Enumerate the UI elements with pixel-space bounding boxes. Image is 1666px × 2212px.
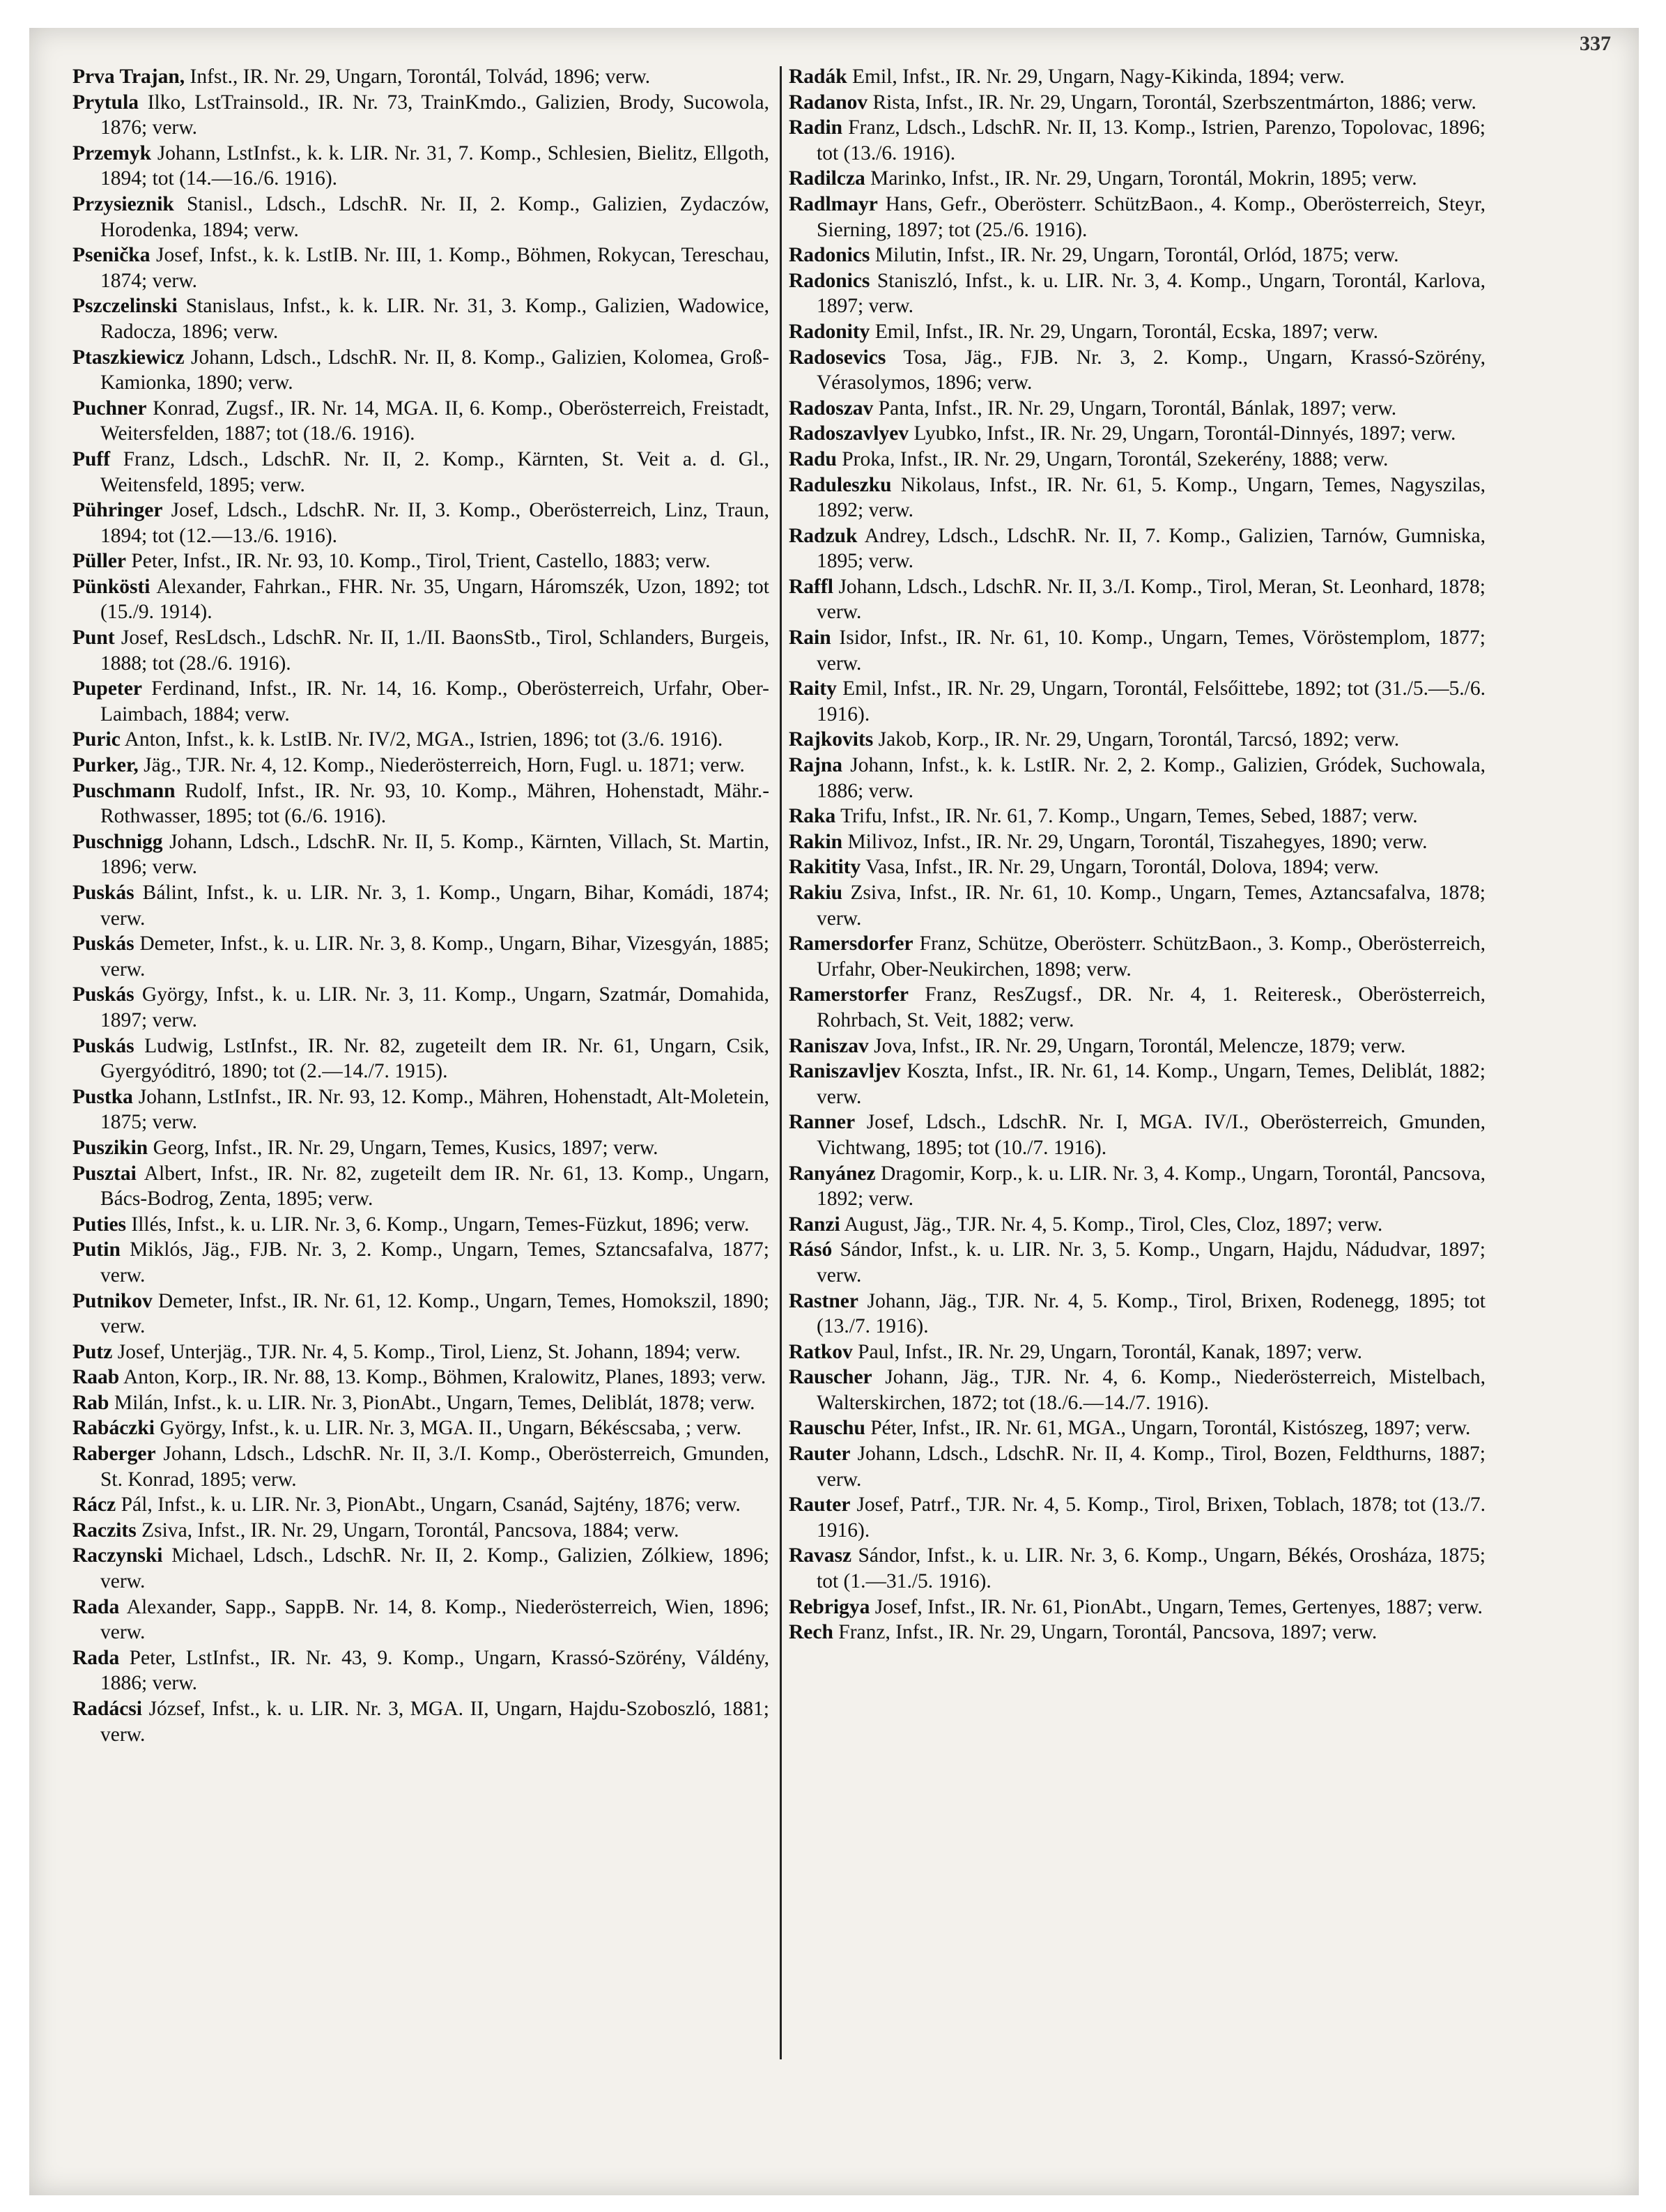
entry-details: Georg, Infst., IR. Nr. 29, Ungarn, Temes, Kusics, 1897; verw. (153, 1136, 658, 1159)
entry-surname: Radoszavlyev (789, 422, 909, 445)
register-entry (789, 64, 1486, 90)
entry-surname: Radosevics (789, 346, 886, 369)
register-entry (72, 1441, 769, 1492)
register-entry (789, 1237, 1486, 1288)
entry-details: Johann, Ldsch., LdschR. Nr. II, 4. Komp., Tirol, Bozen, Feldthurns, 1887; verw. (817, 1443, 1486, 1491)
entry-details: Tosa, Jäg., FJB. Nr. 3, 2. Komp., Ungarn, Krassó-Szörény, Vérasolymos, 1896; verw. (817, 346, 1486, 394)
entry-surname: Pustka (72, 1085, 133, 1108)
entry-surname: Rauscher (789, 1366, 872, 1389)
entry-surname: Puskás (72, 983, 134, 1006)
entry-details: Milutin, Infst., IR. Nr. 29, Ungarn, Torontál, Orlód, 1875; verw. (874, 244, 1399, 267)
entry-surname: Putz (72, 1340, 113, 1363)
register-entry (789, 1339, 1486, 1365)
register-entry (789, 804, 1486, 829)
entry-surname: Puszikin (72, 1136, 148, 1159)
register-entry (789, 192, 1486, 243)
entry-surname: Radák (789, 66, 847, 88)
entry-details: Vasa, Infst., IR. Nr. 29, Ungarn, Torontál, Dolova, 1894; verw. (865, 856, 1380, 879)
entry-surname: Ranzi (789, 1213, 840, 1236)
entry-surname: Raniszavljev (789, 1060, 901, 1083)
entry-surname: Radanov (789, 91, 868, 114)
register-entry (72, 1696, 769, 1747)
entry-surname: Rain (789, 627, 831, 650)
register-entry (789, 1109, 1486, 1160)
register-entry (72, 1237, 769, 1288)
entry-details: Emil, Infst., IR. Nr. 29, Ungarn, Nagy-Kikinda, 1894; verw. (852, 66, 1345, 88)
register-entry (789, 115, 1486, 166)
register-entry (72, 1289, 769, 1339)
entry-details: Dragomir, Korp., k. u. LIR. Nr. 3, 4. Komp., Ungarn, Torontál, Pancsova, 1892; verw. (817, 1162, 1486, 1211)
register-entry (72, 625, 769, 676)
entry-details: Milivoz, Infst., IR. Nr. 29, Ungarn, Torontál, Tiszahegyes, 1890; verw. (847, 830, 1428, 853)
entry-details: Stanisl., Ldsch., LdschR. Nr. II, 2. Komp., Galizien, Zydaczów, Horodenka, 1894; verw. (100, 192, 769, 241)
register-entry (789, 880, 1486, 931)
register-entry (789, 447, 1486, 473)
register-entry (789, 1595, 1486, 1620)
entry-surname: Przemyk (72, 141, 152, 164)
entry-surname: Rabáczki (72, 1417, 155, 1440)
entry-surname: Raberger (72, 1443, 156, 1466)
entry-details: Isidor, Infst., IR. Nr. 61, 10. Komp., Ungarn, Temes, Vöröstemplom, 1877; verw. (817, 627, 1486, 675)
entry-surname: Rakin (789, 830, 843, 853)
entry-surname: Rauschu (789, 1417, 865, 1440)
entry-details: Illés, Infst., k. u. LIR. Nr. 3, 6. Komp., Ungarn, Temes-Füzkut, 1896; verw. (131, 1213, 750, 1236)
register-entry (72, 90, 769, 141)
register-entry (789, 166, 1486, 192)
entry-surname: Raczynski (72, 1544, 163, 1567)
entry-details: Johann, LstInfst., k. k. LIR. Nr. 31, 7. Komp., Schlesien, Bielitz, Ellgoth, 1894; tot (14.—16./6. 1916). (100, 141, 769, 190)
entry-surname: Radilcza (789, 167, 865, 190)
entry-surname: Pupeter (72, 677, 142, 700)
register-entry (72, 676, 769, 727)
entry-details: Johann, Ldsch., LdschR. Nr. II, 3./I. Komp., Tirol, Meran, St. Leonhard, 1878; verw. (817, 575, 1486, 624)
entry-details: Infst., IR. Nr. 29, Ungarn, Torontál, Tolvád, 1896; verw. (190, 66, 651, 88)
entry-surname: Raity (789, 677, 837, 700)
register-entry (72, 1161, 769, 1212)
entry-details: Koszta, Infst., IR. Nr. 61, 14. Komp., Ungarn, Temes, Deliblát, 1882; verw. (817, 1060, 1486, 1108)
entry-details: Anton, Korp., IR. Nr. 88, 13. Komp., Böhmen, Kralowitz, Planes, 1893; verw. (123, 1366, 766, 1389)
register-entry (72, 574, 769, 625)
entry-details: György, Infst., k. u. LIR. Nr. 3, 11. Komp., Ungarn, Szatmár, Domahida, 1897; verw. (100, 983, 769, 1031)
entry-details: Jakob, Korp., IR. Nr. 29, Ungarn, Torontál, Tarcsó, 1892; verw. (878, 728, 1400, 751)
register-entry (789, 1212, 1486, 1238)
entry-details: Johann, Jäg., TJR. Nr. 4, 5. Komp., Tirol, Brixen, Rodenegg, 1895; tot (13./7. 1916). (817, 1289, 1486, 1338)
entry-surname: Radin (789, 116, 843, 139)
entry-surname: Raduleszku (789, 473, 892, 496)
entry-details: Josef, Ldsch., LdschR. Nr. I, MGA. IV/I., Oberösterreich, Gmunden, Vichtwang, 1895; tot (10./7. 1916). (817, 1111, 1486, 1159)
register-entry (72, 1339, 769, 1365)
entry-surname: Prytula (72, 91, 139, 114)
entry-details: Michael, Ldsch., LdschR. Nr. II, 2. Komp., Galizien, Zólkiew, 1896; verw. (100, 1544, 769, 1593)
register-entry (789, 1492, 1486, 1543)
entry-surname: Purker, (72, 754, 139, 777)
entry-surname: Raniszav (789, 1034, 869, 1057)
entry-surname: Pusztai (72, 1162, 137, 1185)
register-entry (72, 548, 769, 574)
entry-surname: Przysieznik (72, 192, 174, 215)
entry-details: Trifu, Infst., IR. Nr. 61, 7. Komp., Ungarn, Temes, Sebed, 1887; verw. (840, 805, 1418, 828)
entry-details: Andrey, Ldsch., LdschR. Nr. II, 7. Komp., Galizien, Tarnów, Gumniska, 1895; verw. (817, 524, 1486, 573)
entry-surname: Rada (72, 1646, 120, 1669)
register-entry (72, 1034, 769, 1084)
entry-surname: Pünkösti (72, 575, 151, 598)
entry-details: Johann, Ldsch., LdschR. Nr. II, 3./I. Komp., Oberösterreich, Gmunden, St. Konrad, 1895; verw. (100, 1443, 769, 1491)
entry-details: Rista, Infst., IR. Nr. 29, Ungarn, Torontál, Szerbszentmárton, 1886; verw. (872, 91, 1476, 114)
entry-surname: Puschmann (72, 779, 176, 802)
register-entry (72, 1135, 769, 1161)
register-entry (72, 293, 769, 344)
entry-surname: Rakitity (789, 856, 861, 879)
register-entry (789, 982, 1486, 1033)
entry-details: Josef, Unterjäg., TJR. Nr. 4, 5. Komp., Tirol, Lienz, St. Johann, 1894; verw. (117, 1340, 741, 1363)
entry-details: Panta, Infst., IR. Nr. 29, Ungarn, Torontál, Bánlak, 1897; verw. (878, 397, 1397, 420)
register-entry (789, 345, 1486, 396)
register-entry (72, 64, 769, 90)
entry-details: Ludwig, LstInfst., IR. Nr. 82, zugeteilt dem IR. Nr. 61, Ungarn, Csik, Gyergyóditró, 1890; tot (2.—14./7. 1915). (100, 1034, 770, 1083)
register-entry (789, 243, 1486, 268)
entry-details: György, Infst., k. u. LIR. Nr. 3, MGA. II., Ungarn, Békéscsaba, ; verw. (160, 1417, 741, 1440)
entry-details: Johann, Ldsch., LdschR. Nr. II, 5. Komp., Kärnten, Villach, St. Martin, 1896; verw. (100, 830, 770, 879)
entry-surname: Raab (72, 1366, 120, 1389)
entry-details: Staniszló, Infst., k. u. LIR. Nr. 3, 4. Komp., Ungarn, Torontál, Karlova, 1897; verw. (817, 269, 1486, 318)
entry-surname: Puchner (72, 397, 147, 420)
register-entry (789, 676, 1486, 727)
column-divider (780, 66, 782, 2059)
register-entry (72, 1365, 769, 1390)
entry-surname: Rastner (789, 1289, 858, 1312)
entry-surname: Puschnigg (72, 830, 163, 853)
entry-surname: Raka (789, 805, 836, 828)
register-entry (72, 1518, 769, 1544)
entry-surname: Putnikov (72, 1289, 153, 1312)
entry-details: Péter, Infst., IR. Nr. 61, MGA., Ungarn, Torontál, Kistószeg, 1897; verw. (870, 1417, 1471, 1440)
entry-details: Josef, Infst., IR. Nr. 61, PionAbt., Ungarn, Temes, Gertenyes, 1887; verw. (874, 1595, 1483, 1618)
entry-details: Ilko, LstTrainsold., IR. Nr. 73, TrainKmdo., Galizien, Brody, Sucowola, 1876; verw. (100, 91, 770, 139)
register-entry (72, 1390, 769, 1416)
entry-surname: Ptaszkiewicz (72, 346, 185, 369)
register-entry (72, 192, 769, 243)
register-entry (72, 396, 769, 447)
register-entry (789, 1034, 1486, 1059)
entry-surname: Ravasz (789, 1544, 852, 1567)
entry-surname: Puskás (72, 932, 134, 955)
register-entry (789, 625, 1486, 676)
entry-details: Franz, Ldsch., LdschR. Nr. II, 2. Komp., Kärnten, St. Veit a. d. Gl., Weitensfeld, 1895; verw. (100, 447, 770, 496)
entry-details: Ferdinand, Infst., IR. Nr. 14, 16. Komp., Oberösterreich, Urfahr, Ober-Laimbach, 1884; verw. (100, 677, 769, 725)
entry-details: Zsiva, Infst., IR. Nr. 61, 10. Komp., Ungarn, Temes, Aztancsafalva, 1878; verw. (817, 882, 1486, 930)
entry-surname: Prva Trajan, (72, 66, 185, 88)
entry-surname: Püller (72, 550, 127, 573)
entry-details: Franz, Schütze, Oberösterr. SchützBaon., 3. Komp., Oberösterreich, Urfahr, Ober-Neukirchen, 1898; verw. (817, 932, 1486, 981)
entry-details: Johann, LstInfst., IR. Nr. 93, 12. Komp., Mähren, Hohenstadt, Alt-Moletein, 1875; verw. (100, 1085, 769, 1134)
register-entry (789, 829, 1486, 855)
register-entry (72, 1415, 769, 1441)
right-column (789, 64, 1486, 1645)
entry-surname: Ratkov (789, 1340, 853, 1363)
entry-surname: Ramerstorfer (789, 983, 909, 1006)
entry-details: Pál, Infst., k. u. LIR. Nr. 3, PionAbt., Ungarn, Csanád, Sajtény, 1876; verw. (121, 1493, 741, 1516)
entry-surname: Rech (789, 1621, 833, 1644)
entry-details: Josef, Ldsch., LdschR. Nr. II, 3. Komp., Oberösterreich, Linz, Traun, 1894; tot (12.—13./6. 1916). (100, 499, 769, 547)
register-entry (789, 268, 1486, 319)
register-entry (789, 1543, 1486, 1594)
entry-details: Hans, Gefr., Oberösterr. SchützBaon., 4. Komp., Oberösterreich, Steyr, Sierning, 1897; tot (25./6. 1916). (817, 192, 1486, 241)
entry-details: Alexander, Sapp., SappB. Nr. 14, 8. Komp., Niederösterreich, Wien, 1896; verw. (100, 1595, 770, 1644)
register-entry (72, 1543, 769, 1594)
register-entry (72, 1212, 769, 1238)
entry-details: Miklós, Jäg., FJB. Nr. 3, 2. Komp., Ungarn, Temes, Sztancsafalva, 1877; verw. (100, 1238, 769, 1287)
document-page (29, 28, 1639, 2195)
entry-details: Josef, Infst., k. k. LstIB. Nr. III, 1. Komp., Böhmen, Rokycan, Tereschau, 1874; verw. (100, 244, 770, 292)
register-entry (789, 523, 1486, 574)
entry-surname: Rauter (789, 1493, 851, 1516)
entry-surname: Ranner (789, 1111, 856, 1134)
entry-details: Paul, Infst., IR. Nr. 29, Ungarn, Torontál, Kanak, 1897; verw. (858, 1340, 1363, 1363)
page-number: 337 (1580, 32, 1611, 55)
entry-surname: Puskás (72, 1034, 134, 1057)
entry-surname: Putin (72, 1238, 121, 1261)
entry-details: Rudolf, Infst., IR. Nr. 93, 10. Komp., Mähren, Hohenstadt, Mähr.-Rothwasser, 1895; tot (6./6. 1916). (100, 779, 770, 828)
register-entry (789, 1415, 1486, 1441)
entry-details: Jäg., TJR. Nr. 4, 12. Komp., Niederösterreich, Horn, Fugl. u. 1871; verw. (144, 754, 745, 777)
register-entry (72, 141, 769, 192)
entry-details: Peter, LstInfst., IR. Nr. 43, 9. Komp., Ungarn, Krassó-Szörény, Váldény, 1886; verw. (100, 1646, 770, 1695)
entry-details: Bálint, Infst., k. u. LIR. Nr. 3, 1. Komp., Ungarn, Bihar, Komádi, 1874; verw. (100, 882, 769, 930)
entry-details: Albert, Infst., IR. Nr. 82, zugeteilt dem IR. Nr. 61, 13. Komp., Ungarn, Bács-Bodrog, Zenta, 1895; verw. (100, 1162, 770, 1211)
entry-details: Lyubko, Infst., IR. Nr. 29, Ungarn, Torontál-Dinnyés, 1897; verw. (913, 422, 1456, 445)
entry-details: Franz, Infst., IR. Nr. 29, Ungarn, Torontál, Pancsova, 1897; verw. (838, 1621, 1378, 1644)
entry-details: Josef, Patrf., TJR. Nr. 4, 5. Komp., Tirol, Brixen, Toblach, 1878; tot (13./7. 1916). (817, 1493, 1486, 1542)
register-entry (789, 1441, 1486, 1492)
entry-details: József, Infst., k. u. LIR. Nr. 3, MGA. II, Ungarn, Hajdu-Szoboszló, 1881; verw. (100, 1698, 769, 1746)
entry-details: Demeter, Infst., k. u. LIR. Nr. 3, 8. Komp., Ungarn, Bihar, Vizesgyán, 1885; verw. (100, 932, 769, 981)
register-entry (72, 778, 769, 829)
register-entry (789, 1289, 1486, 1339)
register-entry (72, 880, 769, 931)
register-entry (72, 982, 769, 1033)
register-entry (72, 1595, 769, 1645)
entry-surname: Rada (72, 1595, 120, 1618)
entry-surname: Puskás (72, 882, 134, 904)
register-entry (72, 829, 769, 880)
entry-details: Stanislaus, Infst., k. k. LIR. Nr. 31, 3. Komp., Galizien, Wadowice, Radocza, 1896; verw. (100, 295, 769, 343)
register-entry (72, 1492, 769, 1518)
register-entry (72, 447, 769, 498)
entry-surname: Puric (72, 728, 121, 751)
entry-details: August, Jäg., TJR. Nr. 4, 5. Komp., Tirol, Cles, Cloz, 1897; verw. (844, 1213, 1383, 1236)
entry-details: Sándor, Infst., k. u. LIR. Nr. 3, 6. Komp., Ungarn, Békés, Orosháza, 1875; tot (1.—31./5. 1916). (817, 1544, 1486, 1593)
entry-surname: Radoszav (789, 397, 874, 420)
entry-details: Proka, Infst., IR. Nr. 29, Ungarn, Torontál, Szekerény, 1888; verw. (842, 447, 1389, 470)
entry-details: Nikolaus, Infst., IR. Nr. 61, 5. Komp., Ungarn, Temes, Nagyszilas, 1892; verw. (817, 473, 1486, 522)
entry-details: Josef, ResLdsch., LdschR. Nr. II, 1./II. BaonsStb., Tirol, Schlanders, Burgeis, 1888; tot (28./6. 1916). (100, 627, 769, 675)
entry-details: Milán, Infst., k. u. LIR. Nr. 3, PionAbt., Ungarn, Temes, Deliblát, 1878; verw. (114, 1391, 755, 1414)
entry-surname: Radonics (789, 269, 870, 292)
entry-details: Zsiva, Infst., IR. Nr. 29, Ungarn, Torontál, Pancsova, 1884; verw. (141, 1519, 679, 1542)
entry-surname: Radu (789, 447, 837, 470)
register-entry (72, 1645, 769, 1696)
register-entry (789, 1620, 1486, 1645)
register-entry (789, 931, 1486, 982)
entry-details: Sándor, Infst., k. u. LIR. Nr. 3, 5. Komp., Ungarn, Hajdu, Nádudvar, 1897; verw. (817, 1238, 1486, 1287)
entry-details: Konrad, Zugsf., IR. Nr. 14, MGA. II, 6. Komp., Oberösterreich, Freistadt, Weitersfelden, 1887; tot (18./6. 1916). (100, 397, 770, 445)
register-entry (789, 727, 1486, 753)
register-entry (72, 498, 769, 548)
entry-surname: Punt (72, 627, 115, 650)
entry-surname: Pühringer (72, 499, 163, 522)
register-entry (789, 1365, 1486, 1415)
register-entry (789, 319, 1486, 345)
register-entry (789, 421, 1486, 447)
entry-surname: Rácz (72, 1493, 116, 1516)
entry-surname: Raffl (789, 575, 833, 598)
entry-surname: Rakiu (789, 882, 843, 904)
register-entry (72, 243, 769, 293)
entry-details: Alexander, Fahrkan., FHR. Nr. 35, Ungarn, Háromszék, Uzon, 1892; tot (15./9. 1914). (100, 575, 769, 624)
entry-details: Franz, ResZugsf., DR. Nr. 4, 1. Reiteresk., Oberösterreich, Rohrbach, St. Veit, 1882; verw. (817, 983, 1486, 1031)
register-entry (789, 1059, 1486, 1109)
entry-surname: Radzuk (789, 524, 858, 547)
entry-surname: Pszczelinski (72, 295, 178, 318)
entry-surname: Rauter (789, 1443, 851, 1466)
entry-surname: Ranyánez (789, 1162, 876, 1185)
entry-surname: Rebrigya (789, 1595, 870, 1618)
entry-details: Anton, Infst., k. k. LstIB. Nr. IV/2, MGA., Istrien, 1896; tot (3./6. 1916). (124, 728, 723, 751)
entry-details: Emil, Infst., IR. Nr. 29, Ungarn, Torontál, Ecska, 1897; verw. (874, 320, 1378, 343)
entry-details: Demeter, Infst., IR. Nr. 61, 12. Komp., Ungarn, Temes, Homokszil, 1890; verw. (100, 1289, 769, 1338)
register-entry (789, 574, 1486, 625)
register-entry (72, 1084, 769, 1135)
entry-surname: Radácsi (72, 1698, 142, 1720)
entry-surname: Radonics (789, 244, 870, 267)
entry-details: Johann, Jäg., TJR. Nr. 4, 6. Komp., Niederösterreich, Mistelbach, Walterskirchen, 1872; tot (18./6.—14./7. 1916). (817, 1366, 1486, 1414)
entry-details: Marinko, Infst., IR. Nr. 29, Ungarn, Torontál, Mokrin, 1895; verw. (870, 167, 1417, 190)
entry-surname: Radlmayr (789, 192, 878, 215)
register-entry (789, 1161, 1486, 1212)
entry-surname: Rajkovits (789, 728, 874, 751)
register-entry (789, 396, 1486, 422)
register-entry (72, 727, 769, 753)
entry-details: Peter, Infst., IR. Nr. 93, 10. Komp., Tirol, Trient, Castello, 1883; verw. (131, 550, 711, 573)
entry-surname: Ramersdorfer (789, 932, 913, 955)
register-entry (789, 854, 1486, 880)
entry-surname: Rásó (789, 1238, 833, 1261)
register-entry (72, 931, 769, 982)
entry-surname: Radonity (789, 320, 870, 343)
register-entry (72, 345, 769, 396)
entry-surname: Puff (72, 447, 111, 470)
entry-surname: Puties (72, 1213, 127, 1236)
entry-details: Franz, Ldsch., LdschR. Nr. II, 13. Komp., Istrien, Parenzo, Topolovac, 1896; tot (13./6. 1916). (817, 116, 1486, 164)
entry-details: Johann, Infst., k. k. LstIR. Nr. 2, 2. Komp., Galizien, Gródek, Suchowala, 1886; verw. (817, 754, 1486, 802)
entry-surname: Rab (72, 1391, 109, 1414)
entry-surname: Raczits (72, 1519, 137, 1542)
left-column (72, 64, 769, 1747)
register-entry (789, 90, 1486, 116)
entry-details: Johann, Ldsch., LdschR. Nr. II, 8. Komp., Galizien, Kolomea, Groß-Kamionka, 1890; verw. (100, 346, 770, 394)
entry-surname: Rajna (789, 754, 843, 777)
entry-details: Jova, Infst., IR. Nr. 29, Ungarn, Torontál, Melencze, 1879; verw. (874, 1034, 1406, 1057)
register-entry (789, 753, 1486, 804)
entry-details: Emil, Infst., IR. Nr. 29, Ungarn, Torontál, Felsőittebe, 1892; tot (31./5.—5./6. 1916). (817, 677, 1486, 725)
register-entry (72, 753, 769, 778)
register-entry (789, 473, 1486, 523)
entry-surname: Psenička (72, 244, 151, 267)
